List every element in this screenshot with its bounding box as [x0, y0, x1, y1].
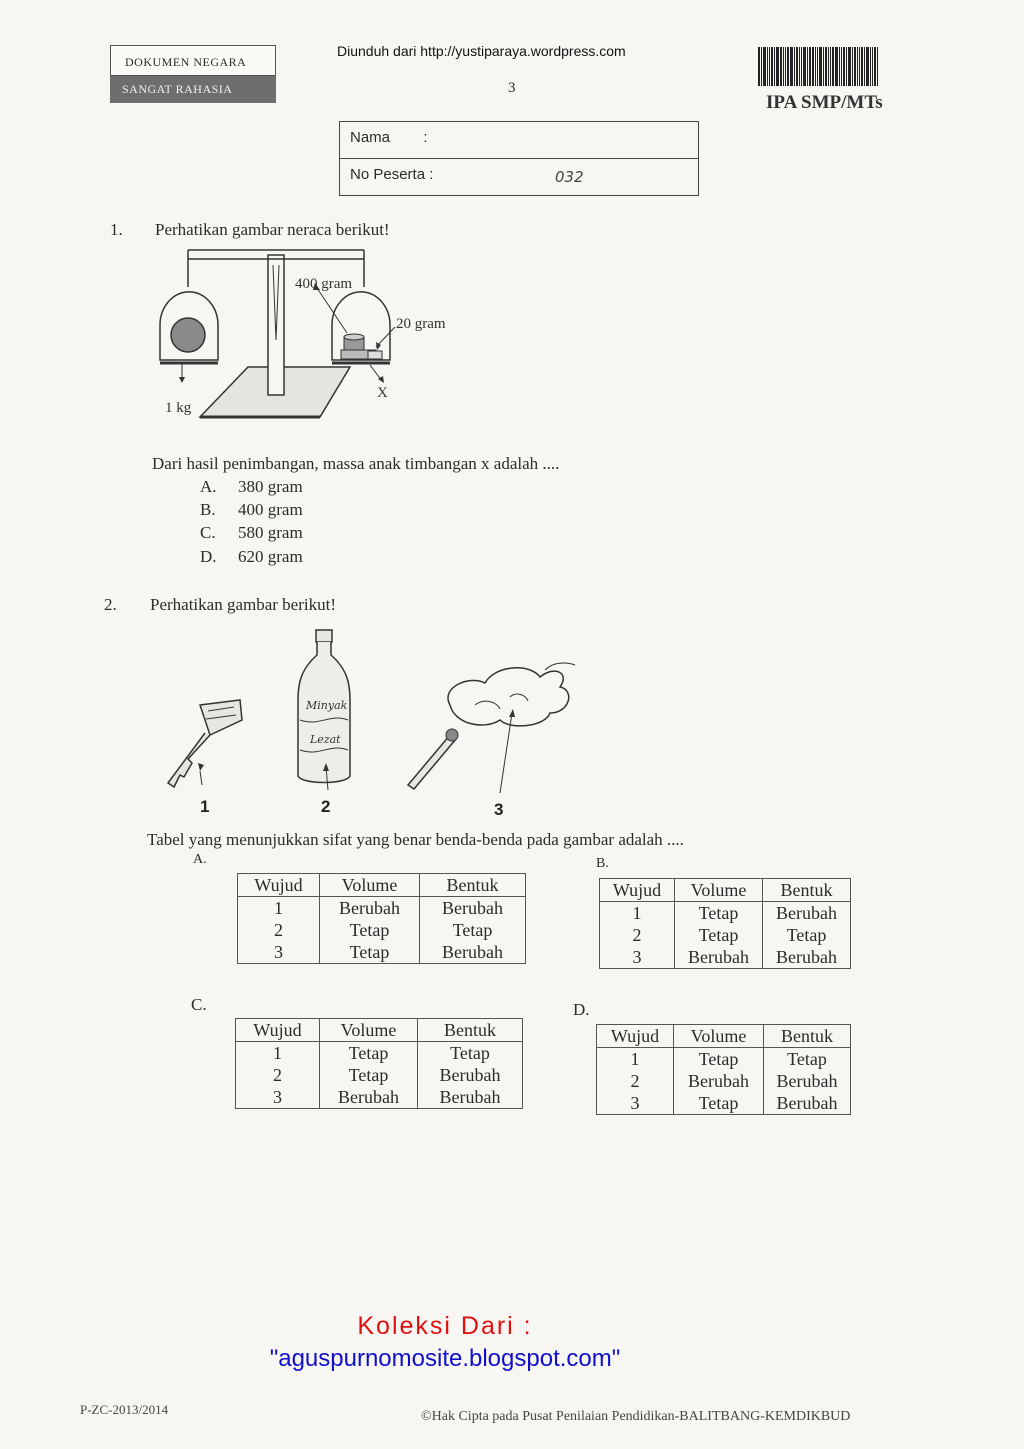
option-letter: B. — [200, 500, 216, 519]
label-20-gram: 20 gram — [396, 316, 446, 332]
table-cell: Tetap — [675, 924, 763, 946]
table-cell: 2 — [600, 924, 675, 946]
header-bentuk: Bentuk — [763, 879, 851, 902]
figure-label-2: 2 — [321, 797, 331, 816]
table-row — [600, 946, 851, 969]
table-cell: 2 — [236, 1064, 320, 1086]
objects-figure — [150, 625, 580, 825]
table-cell: Tetap — [675, 902, 763, 925]
header-wujud: Wujud — [597, 1025, 674, 1048]
name-label: Nama : — [350, 129, 428, 146]
bottle-text-2: Lezat — [310, 733, 341, 746]
figure-label-1: 1 — [200, 797, 210, 816]
scale-pillar — [268, 255, 284, 395]
key-icon — [168, 700, 242, 787]
footer-copyright: ©Hak Cipta pada Pusat Penilaian Pendidikan-BALITBANG-KEMDIKBUD — [421, 1409, 851, 1424]
table-cell: 1 — [597, 1048, 674, 1071]
table-cell: Tetap — [418, 1042, 523, 1065]
table-cell: 3 — [600, 946, 675, 969]
table-cell: 1 — [600, 902, 675, 925]
q2-question: Tabel yang menunjukkan sifat yang benar benda-benda pada gambar adalah .... — [147, 830, 684, 849]
option-letter: A. — [200, 477, 217, 496]
table-cell: Berubah — [320, 897, 420, 920]
table-row — [600, 902, 851, 925]
document-classification — [110, 45, 276, 103]
option-text: 580 gram — [238, 523, 303, 542]
answer-table-d — [596, 1024, 851, 1115]
table-row — [236, 1042, 523, 1065]
table-row — [236, 1086, 523, 1109]
q2-prompt: Perhatikan gambar berikut! — [150, 595, 336, 614]
number-row — [340, 158, 698, 194]
table-cell: 1 — [238, 897, 320, 920]
table-cell: Tetap — [674, 1048, 764, 1071]
table-cell: Tetap — [764, 1048, 851, 1071]
table-cell: Berubah — [320, 1086, 418, 1109]
q1-option-c — [200, 523, 303, 543]
q1-prompt: Perhatikan gambar neraca berikut! — [155, 220, 390, 239]
q1-option-d — [200, 547, 303, 567]
footer-code: P-ZC-2013/2014 — [80, 1402, 169, 1417]
balance-scale-figure — [140, 245, 470, 425]
collection-label: Koleksi Dari : — [357, 1312, 533, 1340]
table-cell: 2 — [238, 919, 320, 941]
header-bentuk: Bentuk — [764, 1025, 851, 1048]
smoke-icon — [408, 663, 575, 793]
table-cell: Tetap — [763, 924, 851, 946]
table-row — [597, 1092, 851, 1115]
table-cell: Berubah — [674, 1070, 764, 1092]
header-volume: Volume — [674, 1025, 764, 1048]
bottle-text-1: Minyak — [306, 699, 348, 712]
table-d-letter: D. — [573, 1000, 590, 1019]
table-header-row — [600, 879, 851, 902]
table-row — [238, 897, 526, 920]
name-row — [340, 122, 698, 158]
option-letter: C. — [200, 523, 216, 542]
label-x: X — [377, 385, 388, 401]
table-cell: Berubah — [420, 941, 526, 964]
bottle-icon — [298, 630, 350, 790]
table-cell: Tetap — [320, 941, 420, 964]
table-cell: Berubah — [418, 1086, 523, 1109]
header-bentuk: Bentuk — [418, 1019, 523, 1042]
page-number: 3 — [508, 80, 516, 96]
option-text: 380 gram — [238, 477, 303, 496]
option-letter: D. — [200, 547, 217, 566]
table-row — [238, 941, 526, 964]
table-cell: Tetap — [320, 1042, 418, 1065]
table-row — [597, 1070, 851, 1092]
table-header-row — [238, 874, 526, 897]
secret-label: SANGAT RAHASIA — [110, 76, 276, 103]
label-400-gram: 400 gram — [295, 276, 353, 292]
table-cell: Tetap — [674, 1092, 764, 1115]
answer-table-c — [235, 1018, 523, 1109]
table-cell: Berubah — [764, 1092, 851, 1115]
q1-number: 1. — [110, 220, 123, 239]
table-cell: 3 — [238, 941, 320, 964]
1kg-weight — [171, 318, 205, 352]
table-cell: 3 — [597, 1092, 674, 1115]
answer-table-b — [599, 878, 851, 969]
table-header-row — [236, 1019, 523, 1042]
table-b-letter: B. — [596, 856, 609, 871]
table-cell: Berubah — [420, 897, 526, 920]
table-cell: Tetap — [320, 1064, 418, 1086]
table-cell: Berubah — [675, 946, 763, 969]
barcode-icon — [758, 47, 922, 86]
header-wujud: Wujud — [600, 879, 675, 902]
header-volume: Volume — [320, 874, 420, 897]
q2-number: 2. — [104, 595, 117, 614]
table-row — [600, 924, 851, 946]
table-cell: 1 — [236, 1042, 320, 1065]
option-text: 400 gram — [238, 500, 303, 519]
table-cell: Berubah — [763, 902, 851, 925]
header-wujud: Wujud — [238, 874, 320, 897]
table-cell: 3 — [236, 1086, 320, 1109]
number-value: 032 — [555, 168, 584, 186]
q1-question: Dari hasil penimbangan, massa anak timbangan x adalah .... — [152, 454, 560, 473]
collection-site[interactable]: "aguspurnomosite.blogspot.com" — [269, 1345, 621, 1372]
identity-box — [339, 121, 699, 196]
header-volume: Volume — [675, 879, 763, 902]
subject-title: IPA SMP/MTs — [766, 92, 883, 113]
header-volume: Volume — [320, 1019, 418, 1042]
q1-option-b — [200, 500, 303, 520]
option-text: 620 gram — [238, 547, 303, 566]
table-a-letter: A. — [193, 852, 207, 867]
number-label: No Peserta : — [350, 166, 434, 183]
table-cell: Berubah — [764, 1070, 851, 1092]
table-row — [238, 919, 526, 941]
table-row — [236, 1064, 523, 1086]
doc-label: DOKUMEN NEGARA — [110, 45, 276, 76]
table-cell: Berubah — [418, 1064, 523, 1086]
answer-table-a — [237, 873, 526, 964]
table-cell: Berubah — [763, 946, 851, 969]
table-header-row — [597, 1025, 851, 1048]
table-cell: Tetap — [320, 919, 420, 941]
table-cell: Tetap — [420, 919, 526, 941]
q1-option-a — [200, 477, 303, 497]
header-bentuk: Bentuk — [420, 874, 526, 897]
source-url[interactable]: Diunduh dari http://yustiparaya.wordpress.com — [337, 43, 626, 59]
label-1kg: 1 kg — [165, 400, 192, 416]
header-wujud: Wujud — [236, 1019, 320, 1042]
table-c-letter: C. — [191, 995, 207, 1014]
figure-label-3: 3 — [494, 800, 504, 819]
table-row — [597, 1048, 851, 1071]
table-cell: 2 — [597, 1070, 674, 1092]
